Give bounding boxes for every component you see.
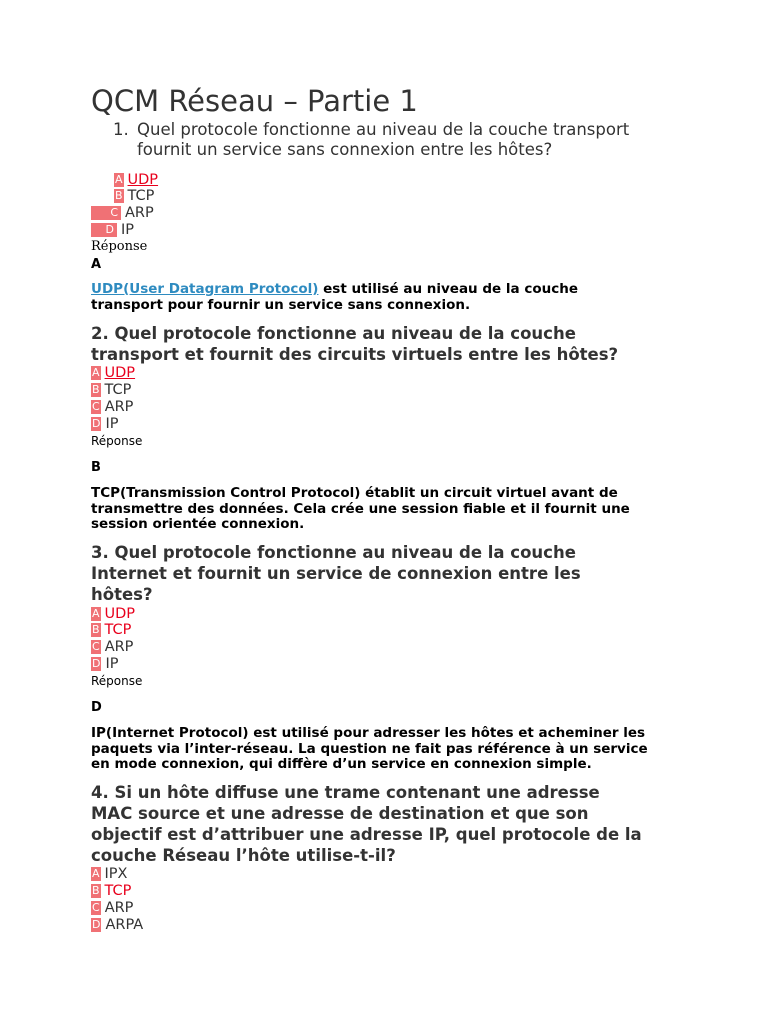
q3-option-b[interactable] [91, 622, 131, 639]
udp-link[interactable]: UDP(User Datagram Protocol) [91, 281, 319, 297]
option-text: UDP [127, 172, 159, 188]
q3-response-label: Réponse [91, 674, 143, 688]
q2-option-d[interactable] [91, 416, 119, 433]
question-1-text-line2: fournit un service sans connexion entre les hôtes? [137, 140, 553, 159]
option-letter-badge: C [91, 206, 121, 220]
q3-explanation-line3: en mode connexion, qui diffère d’un service en connexion simple. [91, 756, 592, 772]
q1-explanation-line1: est utilisé au niveau de la couche [318, 281, 578, 297]
option-letter-badge: B [92, 623, 100, 636]
q3-option-c[interactable] [91, 639, 133, 656]
option-text: TCP [104, 883, 132, 899]
option-letter-badge: D [92, 918, 101, 931]
option-letter-badge: C [92, 640, 100, 653]
q4-option-b[interactable] [91, 883, 131, 900]
question-4 [91, 782, 691, 866]
question-3-line2: Internet et fournit un service de connexion entre les [91, 564, 581, 583]
question-3-line3: hôtes? [91, 585, 153, 604]
option-text: ARP [125, 205, 154, 221]
option-letter-badge: A [92, 607, 100, 620]
option-letter-badge: D [92, 657, 101, 670]
option-letter-badge: B [115, 189, 123, 202]
question-4-line3: objectif est d’attribuer une adresse IP, quel protocole de la [91, 825, 642, 844]
question-3-line1: 3. Quel protocole fonctionne au niveau de la couche [91, 543, 576, 562]
question-4-line2: MAC source et une adresse de destination et que son [91, 804, 589, 823]
q2-option-b[interactable] [91, 382, 131, 399]
option-text: ARP [104, 639, 134, 655]
option-letter-badge: D [92, 417, 101, 430]
q1-option-a[interactable] [114, 172, 158, 189]
question-1-text-line1: Quel protocole fonctionne au niveau de la couche transport [137, 120, 630, 139]
q4-option-c[interactable] [91, 900, 133, 917]
q1-response-label: Réponse [91, 239, 148, 254]
question-4-line4: couche Réseau l’hôte utilise-t-il? [91, 846, 396, 865]
question-2-line1: 2. Quel protocole fonctionne au niveau de la couche [91, 324, 576, 343]
q4-option-d[interactable] [91, 917, 143, 934]
q2-explanation [91, 486, 691, 533]
option-letter-badge: B [92, 383, 100, 396]
q4-option-a[interactable] [91, 866, 128, 883]
option-text: ARP [104, 399, 134, 415]
option-text: ARPA [105, 917, 144, 933]
option-text: TCP [104, 382, 132, 398]
page-title: QCM Réseau – Partie 1 [91, 84, 418, 118]
q2-answer: B [91, 460, 101, 475]
option-text: UDP [104, 365, 136, 381]
question-1 [113, 120, 629, 160]
option-text: IPX [104, 866, 128, 882]
option-text: UDP [104, 606, 136, 622]
q1-option-d[interactable] [91, 222, 134, 239]
option-letter-badge: D [91, 223, 117, 237]
q2-option-c[interactable] [91, 399, 133, 416]
option-text: IP [105, 656, 119, 672]
q1-explanation-line2: transport pour fournir un service sans connexion. [91, 296, 471, 313]
option-letter-badge: C [92, 400, 100, 413]
option-letter-badge: C [92, 901, 100, 914]
q1-option-b[interactable] [114, 188, 154, 205]
q3-option-a[interactable] [91, 606, 135, 623]
option-letter-badge: B [92, 884, 100, 897]
q2-option-a[interactable] [91, 365, 135, 382]
option-letter-badge: A [92, 867, 100, 880]
q2-explanation-line2: transmettre des données. Cela crée une session fiable et il fournit une [91, 500, 630, 517]
option-text: TCP [127, 188, 155, 204]
question-4-line1: 4. Si un hôte diffuse une trame contenant une adresse [91, 783, 600, 802]
q3-explanation-line1: IP(Internet Protocol) est utilisé pour adresser les hôtes et acheminer les [91, 725, 646, 741]
q1-answer: A [91, 257, 102, 272]
q3-option-d[interactable] [91, 656, 119, 673]
q3-answer: D [91, 700, 102, 715]
question-2 [91, 323, 691, 365]
option-letter-badge: A [92, 366, 100, 379]
option-letter-badge: A [115, 173, 123, 186]
option-text: IP [105, 416, 119, 432]
option-text: IP [121, 222, 135, 238]
q2-explanation-line1: TCP(Transmission Control Protocol) établit un circuit virtuel avant de [91, 485, 618, 501]
q1-explanation [91, 282, 691, 313]
question-1-number: 1. [113, 120, 129, 139]
q2-explanation-line3: session orientée connexion. [91, 516, 305, 532]
question-2-line2: transport et fournit des circuits virtuels entre les hôtes? [91, 345, 619, 364]
question-3 [91, 542, 691, 605]
option-text: TCP [104, 622, 132, 638]
q2-response-label: Réponse [91, 434, 143, 448]
q1-option-c[interactable] [91, 205, 154, 222]
q3-explanation [91, 726, 691, 773]
q3-explanation-line2: paquets via l’inter-réseau. La question ne fait pas référence à un service [91, 740, 648, 757]
option-text: ARP [104, 900, 134, 916]
